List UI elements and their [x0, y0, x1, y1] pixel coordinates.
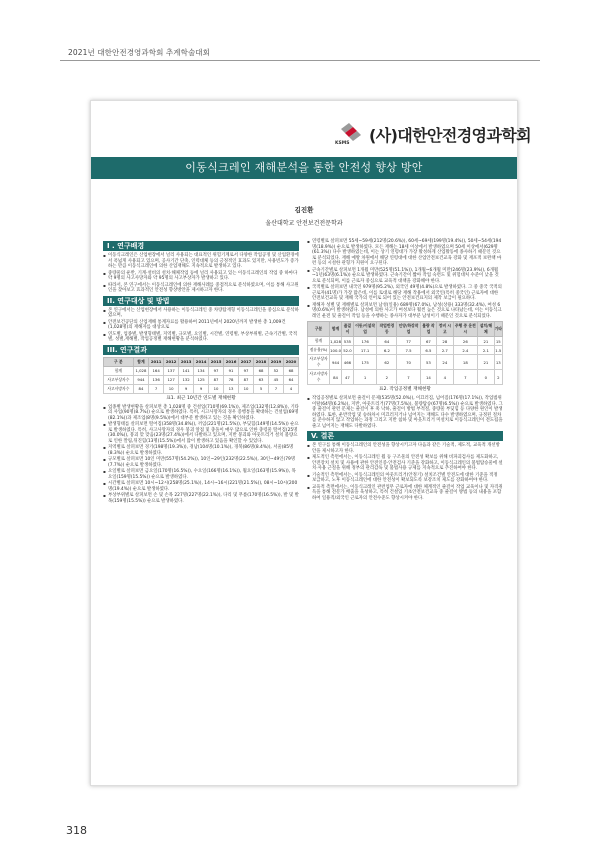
results-right-after-bullets: [307, 396, 503, 429]
table-cell: 14: [420, 370, 436, 385]
table-cell: 21: [478, 355, 494, 370]
table-cell: 2: [377, 370, 397, 385]
table-cell: 100.0: [330, 347, 341, 353]
table-cell: 67: [420, 337, 436, 346]
conclusion-bullets: [307, 443, 503, 501]
table-header-cell: 합계: [330, 322, 342, 337]
table-cell: 78: [224, 375, 239, 384]
table-cell: 7: [397, 370, 420, 385]
table-cell: 136: [149, 375, 164, 384]
left-column: [103, 239, 299, 505]
table-cell: 26: [453, 337, 478, 346]
table-cell: 45: [269, 375, 284, 384]
bullet-item: ▪ 연도별, 업종별, 발생형태별, 지역별, 규모별, 요일별, 시간별, 연령별, 부상부위별, 근속기간별, 국적별, 성별,재해별, 작업공정별 재해현황을 분석하였다.: [103, 332, 299, 343]
logo-text: (사)대한안전경영과학회: [369, 126, 531, 145]
poster: [90, 100, 531, 786]
table-cell: 15: [495, 338, 501, 344]
table-cell: 127: [164, 375, 179, 384]
table-cell: 84: [330, 370, 342, 385]
table-header-cell: 2020: [284, 357, 299, 366]
table-header-cell: 설치/해체: [478, 322, 494, 337]
table-cell: 2.1: [478, 346, 494, 355]
table-cell: 2.7: [437, 346, 453, 355]
table-row: [104, 366, 299, 375]
table-cell: 52: [269, 366, 284, 375]
table-cell: 합계: [104, 366, 134, 375]
table-header-cell: 2013: [179, 357, 194, 366]
table-cell: 6.5: [420, 346, 436, 355]
table-row: [308, 337, 503, 346]
table-row: [308, 346, 503, 355]
table-cell: 7: [453, 370, 478, 385]
table-cell: 466: [342, 355, 354, 370]
table-cell: 53: [420, 355, 436, 370]
table-header-cell: 2015: [209, 357, 224, 366]
table-cell: 52.0: [343, 347, 352, 353]
section-heading-background: I . 연구배경: [103, 241, 299, 251]
table-cell: 사고사망자수: [308, 370, 330, 385]
table-header-cell: 줄걸이: [342, 322, 354, 337]
bullet-item: ▪ 기술적인 측면에서는, 이동식크레인의 아웃트리거(안정기) 설치조건별 안전도에 대한 기준을 적정 보급하고, 노후 이동식크레인에 대한 안전성이 확보되도록 보강조치 제도를 강화하여야 한다.: [307, 473, 503, 484]
table-header-cell: 작업반경 등: [377, 322, 397, 337]
table-cell: 1: [353, 370, 377, 385]
table-header-cell: 인양/하강작업: [397, 322, 420, 337]
table-row: [104, 375, 299, 384]
table-cell: 137: [164, 366, 179, 375]
method-bullets: [103, 308, 299, 343]
table-cell: 176: [353, 337, 377, 346]
table-cell: 24: [437, 355, 453, 370]
section-heading-conclusion: V. 결론: [307, 431, 503, 441]
bullet-item: ▪ 작업공정별로 살펴보면 줄걸이 문제(535명(52.0%)), 이끄러짐, 넘어짐(176명(17.1%)), 작업범위 이탈(64명(6.2%)), 지반, 아웃트리거(77명(7.5%)), 불량탑승(67명(6.5%)) 순으로 발생하였다. 그 중 줄걸이 관련 문제는 줄걸이 후 훅 낙하, 줄걸이 방법 부적절, 중량물 부딪힘 등 다양한 원인이 발생하였다. 또한, 운반작업 및 승하차시 미끄러지거나 넘어지는 재해도 다수 발생하였으며, 규정된 절차를 준수하지 않고 작업하는 과정 그리고 지반 침하 및 아웃트리거 미설치로 이동식크레인이 전도됨을 줄고 넘어지는 재해도 다발하였다.: [307, 396, 503, 429]
bullet-item: ▪ 부상부위별로 살펴보면 손 및 손목 227명(227명(22.1%)), 다리 및 무릎(170명(16.5%)), 발 및 발목(159명(15.5%)) 순으로 발생하였다.: [103, 493, 299, 504]
table-cell: 535: [342, 337, 354, 346]
process-accident-table: [307, 321, 503, 385]
header-rule: [60, 60, 540, 61]
table-cell: 62: [377, 355, 397, 370]
author-name: 김진환: [294, 206, 314, 214]
table-cell: 0: [478, 370, 494, 385]
table-cell: 합계: [308, 337, 330, 346]
table-cell: 사고부상자수: [308, 355, 330, 370]
table-cell: 132: [179, 375, 194, 384]
bullet-item: ▪ 발생형태를 살펴보면 떨어짐(358명(34.8%)), 끼임(221명(21.5%)), 부딪힘(149명(14.5%)) 순으로 발생하였다. 특히, 사고사망자의 경우 붕괴 앞접 및 충돌이 매우 많으로 인한 충령물 떨어짐(25명(30.0%)), 붕괴 맞 맞음(23명(27.4%))에서 다발하고 있으며, 지반 붕괴와 아웃트리거 설치 불량으로 인한 깔림,뒤진힘(13명(15.5%))에서 많이 발생하고 있음을 확인할 수 있었다.: [103, 422, 299, 444]
section-heading-method: II. 연구대상 및 방법: [103, 296, 299, 306]
table-row: [308, 355, 503, 370]
table-cell: 944: [133, 375, 148, 384]
society-logo: [335, 121, 531, 149]
bullet-item: ▪ 이동식크레인은 산업현장에서 널리 사용되는 대표적인 위험기계로서 다양한 작업공정 및 산업환경에서 폭넓게 사용되고 있으며, 공사기간 단축, 인력대체 등의 긍정적인 효과도 있지만, 사용빈도가 증가하는 만큼 이동식크레인에 의한 산업재해도 지속적으로 발생하고 있다.: [103, 253, 299, 270]
table-cell: 68: [254, 366, 269, 375]
table-caption: 표2. 작업공정별 재해현황: [379, 387, 431, 392]
table-cell: 77: [397, 337, 420, 346]
bullet-item: ▪ 따라서, 본 연구에서는 이동식크레인에 의한 재해사례를 중점적으로 분석하였으며, 이를 통해 사고원인을 찾아보고 효과적인 안전성 향상방안을 제시하고자 한다.: [103, 283, 299, 294]
bullet-item: ▪ 안전보건공단의 산업재해 통계자료를 활용하여 2011년에서 2020년까지 발생한 총 1,009건(1,028명)의 재해자를 대상으로: [103, 320, 299, 331]
table-header-cell: 2019: [269, 357, 284, 366]
table-cell: 9: [179, 384, 194, 393]
table-cell: 17.1: [353, 346, 377, 355]
results-left-bullets: [103, 405, 299, 505]
running-header: 2021년 대한안전경영과학회 추계학술대회: [68, 48, 210, 57]
bullet-item: ▪ 국적별로 살펴보면 내국인 979명(95.2%), 외국인 49명(4.8%)으로 발생하였다. 그 중 중국 국적의 근로자(41명)가 가장 많은데, 이를 토대로 해당 재해 작용에서 외국인(특히 중국인) 근로자에 대한 안전보건교육 및 재해 국가의 언어로 되어 있는 안전보건표지의 제작 보급이 필요하다.: [307, 285, 503, 302]
table-cell: 2.4: [453, 346, 478, 355]
table-cell: 7: [269, 384, 284, 393]
yearly-accident-table: [103, 357, 299, 394]
table-cell: 68: [284, 366, 299, 375]
table-cell: 1,028: [330, 338, 341, 344]
table-cell: 28: [437, 337, 453, 346]
table-cell: 4: [437, 370, 453, 385]
table-cell: 7: [149, 384, 164, 393]
table-cell: 70: [397, 355, 420, 370]
bullet-item: ▪ 규모별로 살펴보면 10인 미만(557명(54.2%)), 10인~29인(232명(22.5%)), 30인~49인(79명(7.7%)) 순으로 발생하였다.: [103, 457, 299, 468]
table-cell: 1,028: [133, 366, 148, 375]
table-cell: 21: [478, 337, 494, 346]
table-cell: 175: [353, 355, 377, 370]
table-cell: 13: [494, 355, 502, 370]
table-cell: 6.2: [377, 346, 397, 355]
table-header-row: [308, 322, 503, 337]
bullet-item: ▪ 근속기간별로 살펴보면 1개월 미만(525명(51.1%)), 1개월~6개월 미만(246명(23.9%)), 6개월~1년(63명(6.1%)) 순으로 발생하였다. 근속기간이 짧아 작업 숙련도 및 위험대처 수준이 낮을 것으로 분석되며, 이를 근로자 중심으로 교육적 대책을 강화해야 한다.: [307, 268, 503, 285]
bullet-item: ▪ 재해자 성별 및 재해별로 살펴보면 남성(일용) 689명(67.0%), 남성(상용) 333명(32.4%), 여성 6명(0.6%)이 발생하였다. 남성에 의한 사고가 여성보다 훨씬 높은 것으로 나타났는데, 이는 이동식크레인 운전 및 줄걸이 작업 등을 수행하는 종사자가 대부분 남성이기 때문인 것으로 분석되었다.: [307, 303, 503, 320]
table-cell: 64: [377, 337, 397, 346]
bullet-item: ▪ 제도적인 측면에서는, 이동식크레인 월 등 구조물의 안전성 확보를 위해 비파괴검사를 제도화하고, 안전장치 설치 및 사용에 관한 안전인증·안전검사 기준을 강화하고, 이동식크레인의 불법탑승물에 설치·사용 근절을 위해 정부의 관리감독 및 불법사용 규제를 지속적으로 추진하여야 한다.: [307, 455, 503, 472]
section-heading-results: III. 연구결과: [103, 345, 299, 355]
page-number: 318: [66, 824, 87, 837]
table-header-cell: 2018: [254, 357, 269, 366]
table-cell: 97: [239, 366, 254, 375]
table-cell: 18: [453, 355, 478, 370]
table-header-row: [104, 357, 299, 366]
table-header-cell: 불량 작업: [420, 322, 436, 337]
table-cell: 944: [330, 355, 342, 370]
results-right-bullets: [307, 239, 503, 319]
table-cell: 2: [494, 370, 502, 385]
table-cell: 13: [224, 384, 239, 393]
table-header-cell: 구 분: [104, 357, 134, 366]
table-header-cell: 주행 중 운전시: [453, 322, 478, 337]
table-header-cell: 2014: [194, 357, 209, 366]
table-header-cell: 정비 시고: [437, 322, 453, 337]
table-cell: 97: [209, 366, 224, 375]
table-header-cell: 2012: [164, 357, 179, 366]
bullet-item: ▪ 교육적 측면에서는, 이동식크레인 관련업무 근로자에 대한 체계적인 줄걸이 작업 교육이나 및 자격취득을 통해 전문가 배출을 육성하고, 특히 건설업 기초안전보건교육 중 줄걸이 방법 등의 내용을 포함하여 일용직/외국인 근로자의 안전수준도 향상시켜야 한다.: [307, 485, 503, 502]
bullet-item: ▪ 시간별로 살펴보면 10시~12시(258명(25.1%)), 14시~16시(221명(21.5%)), 08시~10시(200명(19.4%)) 순으로 발생하였다.: [103, 481, 299, 492]
table-cell: 134: [194, 366, 209, 375]
table-cell: 125: [194, 375, 209, 384]
table-cell: 47: [342, 370, 354, 385]
table-cell: 87: [239, 375, 254, 384]
table-caption: 표1. 최근 10년간 연도별 재해현황: [166, 395, 236, 401]
table-row: [308, 370, 503, 385]
bullet-item: ▪ 지역별로 살펴보면 경기(198명(19.3%)), 경남(104명(10.1%)), 경북(86명(8.4%)), 서울(85명(8.3%)) 순으로 발생하였다.: [103, 445, 299, 456]
table-row: [104, 384, 299, 393]
table-header-cell: 2017: [239, 357, 254, 366]
table-cell: 164: [149, 366, 164, 375]
table-header-cell: 2016: [224, 357, 239, 366]
table-cell: 141: [179, 366, 194, 375]
table-cell: 사고사망자수: [104, 384, 134, 393]
table-cell: 7.5: [397, 346, 420, 355]
right-column: [307, 239, 503, 502]
table-cell: 사고부상자수: [104, 375, 134, 384]
table-cell: 10: [239, 384, 254, 393]
poster-title: 이동식크레인 재해분석을 통한 안전성 향상 방안: [91, 157, 517, 179]
table-header-cell: 합계: [133, 357, 148, 366]
table-cell: 9: [194, 384, 209, 393]
table-cell: 87: [209, 375, 224, 384]
table-cell: 1.5: [495, 347, 502, 353]
table-cell: 4: [284, 384, 299, 393]
table-cell: 10: [209, 384, 224, 393]
table-cell: 63: [254, 375, 269, 384]
table-header-cell: 기타: [494, 322, 502, 337]
table-cell: 64: [284, 375, 299, 384]
author-affiliation: 울산대학교 안전보건전문학과: [265, 220, 343, 227]
bullet-item: ▪ 연령별로 살펴보면 55세~59세(212명(20.6%)), 60세~69세(199명(19.4%)), 50세~54세(194명(18.9%)) 순으로 발생하였다. 모든 재해는 18세 이상에서 발생하였으며 50세 이상에서(629명(61.3%)) 다수 발생하였는데, 이는 상기 연령대가 가장 활성하게 산업활동에 종사하기 때문인 것으로 분석되었다. 재해 예방 차원에서 해당 연령대에 대한 산업안전보건교육 강화 및 재포적 보완책 마련 등의 시설한 관형가 지원이 요구된다.: [307, 239, 503, 267]
table-header-cell: 구분: [308, 322, 330, 337]
logo-ksms-label: KSMS: [335, 141, 350, 146]
bullet-item: ▪ 요일별로 살펴보면 금요일(170명(16.5%)), 수요일(166명(16.1%)), 월요일(163명(15.9%)), 목요일(159명(15.5%)) 순으로 발생하였다.: [103, 469, 299, 480]
bullet-item: ▪ 본 연구를 통해 이동식크레인의 안전성을 향상시키고자 다음과 같은 기술적, 제도적, 교육적 개선방안을 제시하고자 한다.: [307, 443, 503, 454]
table-cell: 84: [133, 384, 148, 393]
table-header-cell: 이동/이설작업: [353, 322, 377, 337]
table-cell: 10: [164, 384, 179, 393]
bullet-item: ▪ 본 연구에서는 산업현장에서 사용하는 이동식크레인 중 차량탑재형 이동식크레인을 중심으로 분석하였으며,: [103, 308, 299, 319]
bullet-item: ▪ 중량물의 운반, 기계·설비의 설치·해체작업 등에 널리 사용되고 있는 이동식크레인의 작업 중 하마다 약 9명의 사고사망자와 약 95명의 사고부상자가 발생하고 있다.: [103, 271, 299, 282]
background-bullets: [103, 253, 299, 294]
table-cell: 91: [224, 366, 239, 375]
table-header-cell: 2011: [149, 357, 164, 366]
bullet-item: ▪ 업종별 발생현황을 살펴보면 총 1,028명 중 건설업(710명(69.1%)), 제조업(132명(12.8%)), 기타의 사업(90명(8.7%)) 순으로 발생하였다. 특히, 시고사망자의 경우 증행통을 확대하는 건설업(69명(82.1%))과 제조업(8명(9.5%))에서 대부분 발생하고 있는 것을 확인하였다.: [103, 405, 299, 422]
table-cell: 점유율(%): [308, 346, 330, 355]
table-cell: 5: [254, 384, 269, 393]
